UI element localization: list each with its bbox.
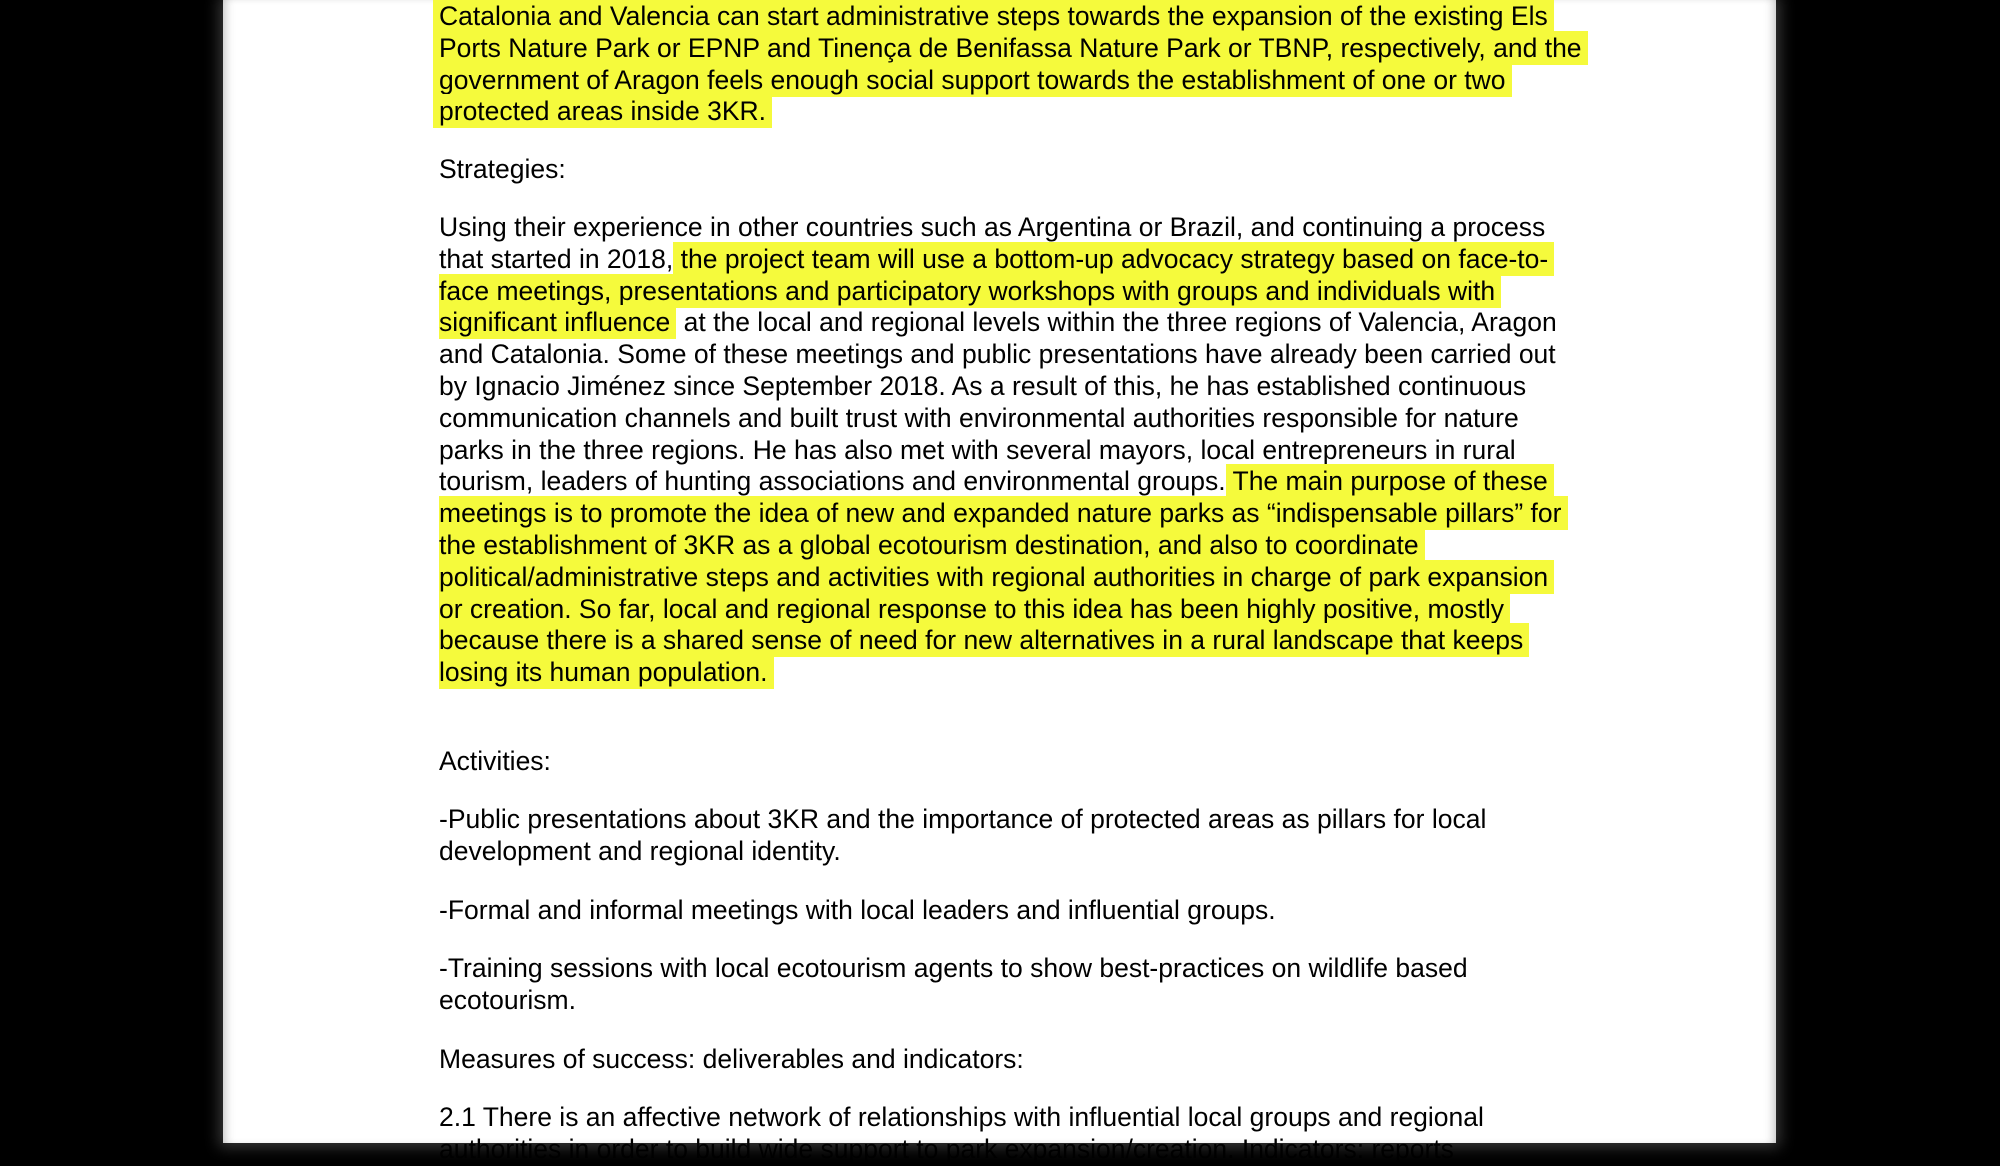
activities-heading: Activities: xyxy=(439,746,551,776)
activity-item-training: -Training sessions with local ecotourism agents to show best-practices on wildlife based ecotourism. xyxy=(439,953,1468,1015)
paragraph-park-expansion xyxy=(439,1,1589,128)
activity-item-presentations: -Public presentations about 3KR and the importance of protected areas as pillars for local development and regional identity. xyxy=(439,804,1487,866)
measure-item-2-1: 2.1 There is an affective network of relationships with influential local groups and regional authorities in order to build wide support to park expansion/creation. Indicators: reports xyxy=(439,1102,1484,1164)
highlight-park-expansion: Catalonia and Valencia can start administrative steps towards the expansion of the existing Els Ports Nature Park or EPNP and Tinença de Benifassa Nature Park or TBNP, respectively, and the government of Aragon feels enough social support towards the establishment of one or two protected areas inside 3KR. xyxy=(433,0,1588,128)
strategies-heading: Strategies: xyxy=(439,154,566,184)
strategies-text-middle: at the local and regional levels within the three regions of Valencia, Aragon and Catalonia. Some of these meetings and public presentations have already been carried out by Ignacio Jiménez since September 2018. As a result of this, he has established continuous communication channels and built trust with environmental authorities responsible for nature parks in the three regions. He has also met with several mayors, local entrepreneurs in rural tourism, leaders of hunting associations and environmental groups. xyxy=(439,307,1557,497)
strategies-text-intro: Using their experience in other countries such as Argentina or Brazil, and continuing a process that started in 2018, xyxy=(439,212,1546,274)
paragraph-strategies xyxy=(439,212,1569,689)
activity-item-meetings: -Formal and informal meetings with local leaders and influential groups. xyxy=(439,895,1276,925)
highlight-advocacy-strategy: the project team will use a bottom-up advocacy strategy based on face-to-face meetings, presentations and participatory workshops with groups and individuals with significant influence xyxy=(439,242,1554,340)
highlight-meetings-purpose: The main purpose of these meetings is to promote the idea of new and expanded nature parks as “indispensable pillars” for the establishment of 3KR as a global ecotourism destination, and also to coordinate political/administrative steps and activities with regional authorities in charge of park expansion or creation. So far, local and regional response to this idea has been highly positive, mostly because there is a shared sense of need for new alternatives in a rural landscape that keeps losing its human population. xyxy=(439,464,1568,689)
document-page xyxy=(223,0,1776,1164)
measures-heading: Measures of success: deliverables and indicators: xyxy=(439,1044,1024,1074)
